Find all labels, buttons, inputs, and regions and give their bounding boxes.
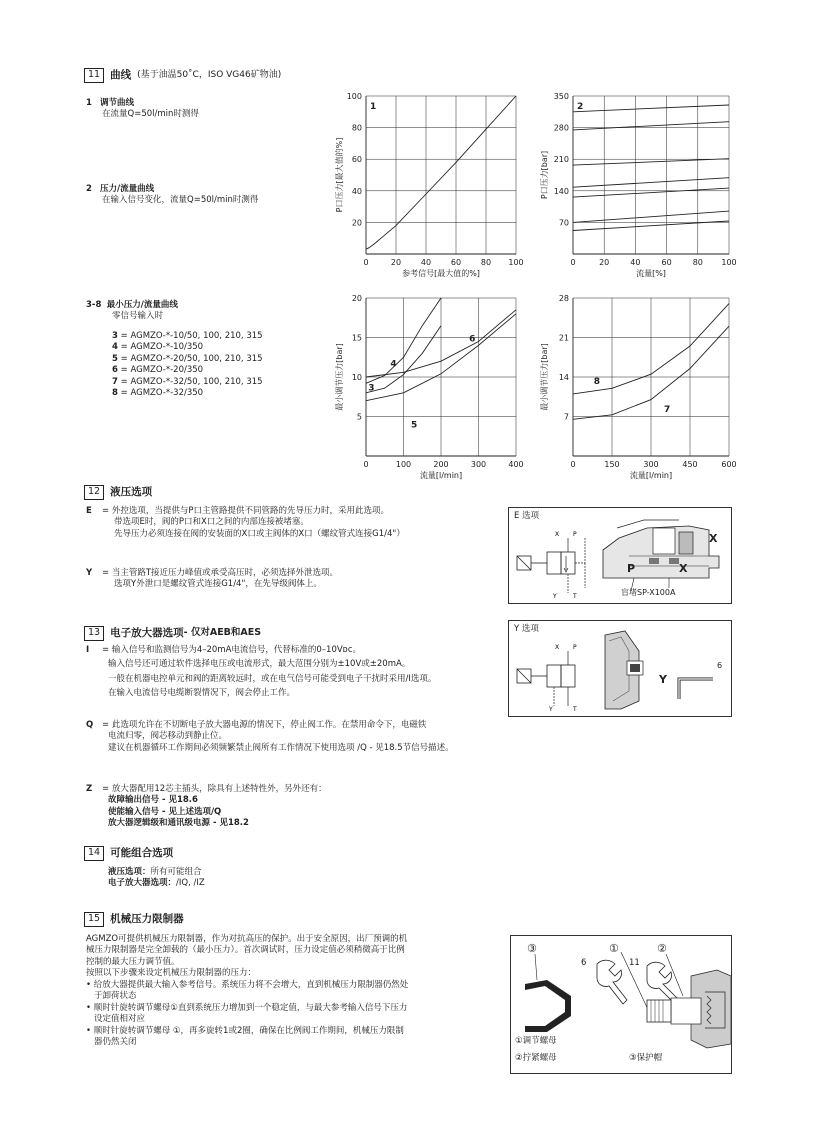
svg-text:X: X xyxy=(555,531,560,538)
legend-protective-cap: ③保护帽 xyxy=(629,1053,663,1063)
section-title: 机械压力限制器 xyxy=(110,913,184,926)
option-Z: Z = 放大器配用12芯主插头，除具有上述特性外，另外还有： 故障输出信号 - 见18.6 使能输入信号 - 见上述选项/Q 放大器逻辑级和通讯级电源 - 见18.2 xyxy=(86,784,327,829)
legend-adjust-nut: ①调节螺母 xyxy=(515,1036,557,1046)
section-15-header xyxy=(84,912,184,927)
y-tick-label: 15 xyxy=(351,333,362,343)
section-title: 电子放大器选项 xyxy=(110,627,184,640)
y-axis-label: P口压力[bar] xyxy=(540,150,549,200)
item-desc: 零信号输入时 xyxy=(112,311,164,322)
item-title: 压力/流量曲线 xyxy=(100,184,155,194)
model-list xyxy=(86,331,336,400)
chart-2 xyxy=(535,88,745,278)
option-key: Z xyxy=(86,784,93,794)
series-line xyxy=(573,188,729,197)
curve-item-1 xyxy=(86,98,336,121)
x-tick-label: 0 xyxy=(570,258,576,267)
svg-text:T: T xyxy=(573,593,577,600)
y-tick-label: 10 xyxy=(351,373,362,382)
y-axis-label: 最小调节压力[bar] xyxy=(335,343,344,411)
callout-6: 6 xyxy=(717,661,723,670)
y-tick-label: 7 xyxy=(563,412,569,422)
option-Q: Q = 此选项允许在不切断电子放大器电源的情况下，停止阀工作。在禁用命令下，电磁铁 电流归零，阀芯移动到静止位。 建议在机器循环工作期间必须频繁禁止阀所有工作情况下使用选项 /Q - 见18.5节信号描述。 xyxy=(86,720,454,753)
section-13-header xyxy=(84,626,261,641)
x-tick-label: 60 xyxy=(661,258,672,267)
curve-label: 6 xyxy=(469,334,476,345)
svg-text:X: X xyxy=(555,644,560,651)
svg-text:T: T xyxy=(573,706,577,713)
y-tick-label: 28 xyxy=(558,294,569,303)
x-tick-label: 300 xyxy=(470,460,487,469)
bullet-item: • 顺时针旋转调节螺母 ①，再多旋转1或2圈，确保在比例阀工作期间，机械压力限制 xyxy=(86,1025,404,1036)
svg-text:P: P xyxy=(573,531,577,538)
section-number: 13 xyxy=(84,626,104,641)
y-tick-label: 80 xyxy=(351,123,362,133)
y-tick-label: 100 xyxy=(346,92,362,101)
y-tick-label: 40 xyxy=(351,186,362,196)
model-row: 8 = AGMZO-*-32/350 xyxy=(112,388,204,399)
curve-label: 8 xyxy=(593,376,601,387)
svg-text:P: P xyxy=(573,644,577,651)
y-tick-label: 70 xyxy=(558,218,569,228)
x-tick-label: 200 xyxy=(433,460,449,469)
section-12-header xyxy=(84,485,152,500)
figure-title: E 选项 xyxy=(514,511,540,521)
bullet-item: • 顺时针旋转调节螺母①直到系统压力增加到一个稳定值，与最大参考输入信号下压力 xyxy=(86,1002,408,1013)
curve-label: 5 xyxy=(411,420,418,431)
x-tick-label: 300 xyxy=(643,460,659,469)
callout-6: 6 xyxy=(581,958,587,968)
option-key: E xyxy=(86,506,92,516)
chart-3 xyxy=(330,290,530,480)
x-axis-label: 参考信号[最大值的%] xyxy=(402,269,480,278)
callout-2: ② xyxy=(657,942,667,955)
y-tick-label: 140 xyxy=(553,186,569,196)
y-tick-label: 21 xyxy=(558,333,569,343)
curve-label: 3 xyxy=(368,383,375,394)
hydraulic-symbol-E xyxy=(509,508,731,603)
series-line xyxy=(366,96,516,249)
option-key: Q xyxy=(86,720,94,730)
option-E: E = 外控选项，当提供与P口主管路提供不同管路的先导压力时，采用此选项。 带选项E时，阀的P口和X口之间的内部连接被堵塞。 先导压力必须连接在阀的安装面的X口或主阀体的X口（螺纹管式连接G1/4"） xyxy=(86,506,405,539)
curve-item-3-8 xyxy=(86,300,336,400)
x-axis-label: 流量[l/min] xyxy=(419,471,463,480)
port-label-P: P xyxy=(627,562,636,575)
option-key: Y xyxy=(86,568,93,578)
x-tick-label: 20 xyxy=(599,258,610,267)
curve-item-2 xyxy=(86,184,336,207)
model-row: 6 = AGMZO-*-20/350 xyxy=(112,365,204,376)
model-row: 5 = AGMZO-*-20/50, 100, 210, 315 xyxy=(112,353,263,364)
chart-label: 2 xyxy=(577,102,584,112)
x-tick-label: 60 xyxy=(450,258,462,267)
y-tick-label: 20 xyxy=(351,218,362,228)
port-label-Y: Y xyxy=(659,673,667,686)
series-line xyxy=(573,122,729,130)
svg-text:Y: Y xyxy=(549,706,553,713)
section-title: 液压选项 xyxy=(110,486,153,499)
combination-list xyxy=(108,867,205,890)
section-title-suffix: - 仅对AEB和AES xyxy=(183,627,262,638)
model-row: 3 = AGMZO-*-10/50, 100, 210, 315 xyxy=(112,330,263,341)
y-tick-label: 350 xyxy=(553,92,569,101)
x-tick-label: 150 xyxy=(604,460,620,469)
item-desc: 在流量Q=50l/min时测得 xyxy=(102,109,199,120)
port-label-X-body: X xyxy=(709,532,718,545)
item-desc: 在输入信号变化，流量Q=50l/min时测得 xyxy=(102,195,259,206)
callout-3: ③ xyxy=(527,942,537,955)
item-title: 最小压力/流量曲线 xyxy=(106,300,178,310)
y-tick-label: 60 xyxy=(351,155,362,165)
x-tick-label: 80 xyxy=(692,258,703,267)
series-line xyxy=(573,211,729,222)
x-axis-label: 流量[l/min] xyxy=(629,471,673,480)
x-axis-label: 流量[%] xyxy=(636,269,666,278)
figure-option-Y xyxy=(508,620,732,717)
combo-label: 液压选项： xyxy=(108,867,151,877)
x-tick-label: 450 xyxy=(682,460,698,469)
y-tick-label: 20 xyxy=(351,294,362,303)
option-I: I = 输入信号和监测信号为4–20mA电流信号，代替标准的0–10Vᴅᴄ。 输入信号还可通过软件选择电压或电流形式，最大范围分别为±10V或±20mA。 一般在机器电控单元和阀的距离较远时，或在电气信号可能受到电子干扰时采用/I选项。 在输入电流信号电缆断裂情况下，阀会停止工作。 xyxy=(86,645,437,699)
figure-title: Y 选项 xyxy=(514,624,539,634)
series-line xyxy=(573,105,729,112)
y-tick-label: 210 xyxy=(553,155,569,165)
x-tick-label: 0 xyxy=(570,460,576,469)
bullet-item: • 给放大器提供最大输入参考信号。系统压力将不会增大，直到机械压力限制器仍然处 xyxy=(86,979,409,990)
x-tick-label: 100 xyxy=(721,258,737,267)
x-tick-label: 400 xyxy=(508,460,524,469)
x-tick-label: 40 xyxy=(630,258,641,267)
y-axis-label: 最小调节压力[bar] xyxy=(540,343,549,411)
x-tick-label: 20 xyxy=(390,258,402,267)
section-11-header xyxy=(84,68,281,83)
section-number: 12 xyxy=(84,485,104,500)
item-title: 调节曲线 xyxy=(100,98,135,108)
section-number: 11 xyxy=(84,68,104,83)
section-title: 可能组合选项 xyxy=(110,847,174,860)
series-line xyxy=(573,178,729,188)
x-tick-label: 0 xyxy=(363,460,369,469)
chart-1 xyxy=(330,88,530,278)
legend-lock-nut: ②拧紧螺母 xyxy=(515,1053,557,1063)
x-tick-label: 80 xyxy=(480,258,492,267)
svg-text:Y: Y xyxy=(553,593,557,600)
hydraulic-symbol-Y xyxy=(509,621,731,716)
item-number: 3-8 xyxy=(86,300,102,310)
section-number: 15 xyxy=(84,912,104,927)
x-tick-label: 100 xyxy=(395,460,412,469)
option-Y: Y = 当主管路T接近压力峰值或承受高压时，必须选择外泄选项。 选项Y外泄口是螺纹管式连接G1/4"，在先导级阀体上。 xyxy=(86,568,339,590)
figure-caption: 盲堵SP-X100A xyxy=(621,588,676,597)
model-row: 4 = AGMZO-*-10/350 xyxy=(112,342,204,353)
x-tick-label: 40 xyxy=(420,258,432,267)
option-key: I xyxy=(86,645,90,655)
combo-label: 电子放大器选项： xyxy=(108,878,177,889)
callout-11: 11 xyxy=(629,958,640,968)
section-title: 曲线 xyxy=(110,69,132,82)
combo-value: 所有可能组合 xyxy=(150,867,202,877)
curve-label: 7 xyxy=(664,404,671,415)
model-row: 7 = AGMZO-*-32/50, 100, 210, 315 xyxy=(112,376,263,387)
curve-label: 4 xyxy=(390,359,397,370)
item-number: 2 xyxy=(86,184,92,194)
y-tick-label: 280 xyxy=(553,123,569,133)
limiter-description: AGMZO可提供机械压力限制器，作为对抗高压的保护。出于安全原因，出厂预调的机 械压力限制器是完全卸载的（最小压力）。首次调试时，压力设定值必须稍微高于比例 控制的最大压力调节值。 按照以下步骤来设定机械压力限制器的压力： • 给放大器提供最大输入参考信号。系统压力将不会增大，直到机械压力限制器仍然处 于卸荷状态 • 顺时针旋转调节螺母①直到系统压力增加到一个稳定值，与最大参考输入信号下压力 设定值相对应 • 顺时针旋转调节螺母 ①，再多旋转1或2圈，确保在比例阀工作期间，机械压力限制 器仍然关闭 xyxy=(86,934,496,1049)
y-tick-label: 14 xyxy=(558,373,569,382)
section-subtitle: (基于油温50˚C，ISO VG46矿物油) xyxy=(137,70,282,81)
x-tick-label: 0 xyxy=(363,258,369,267)
chart-4 xyxy=(535,290,745,480)
series-line xyxy=(573,159,729,165)
section-14-header xyxy=(84,846,173,861)
figure-option-E xyxy=(508,507,732,604)
callout-1: ① xyxy=(609,942,619,955)
item-number: 1 xyxy=(86,98,92,108)
x-tick-label: 600 xyxy=(721,460,737,469)
y-axis-label: P口压力[最大值的%] xyxy=(335,137,344,213)
chart-label: 1 xyxy=(370,102,377,112)
port-label-X: X xyxy=(679,562,688,575)
figure-pressure-limiter xyxy=(510,935,732,1074)
y-tick-label: 5 xyxy=(356,412,362,422)
x-tick-label: 100 xyxy=(508,258,524,267)
section-number: 14 xyxy=(84,846,104,861)
combo-value: /IQ, /IZ xyxy=(176,878,205,889)
